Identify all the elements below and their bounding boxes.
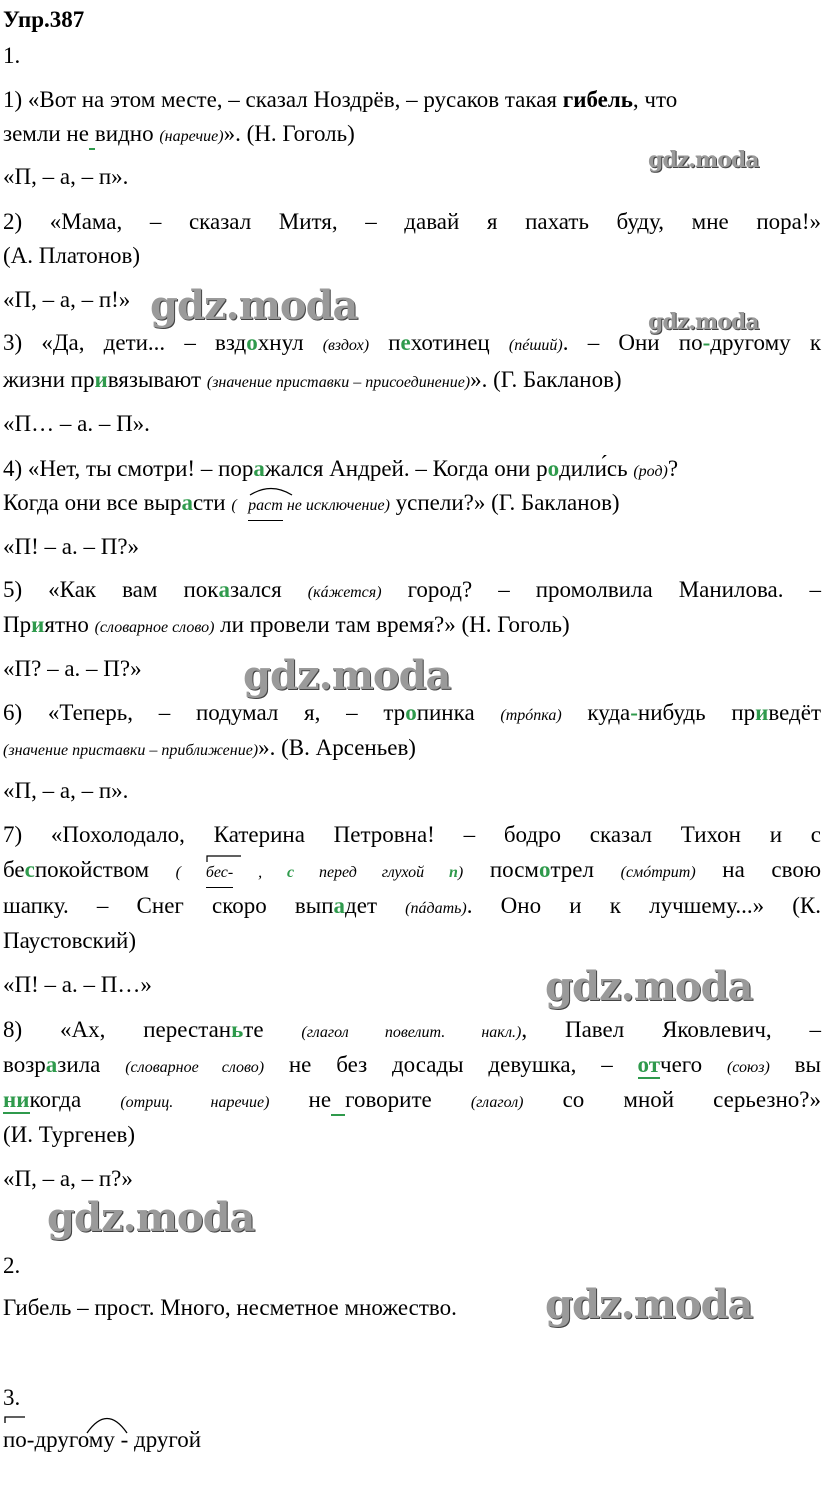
sentence-4-line-2 [3, 489, 620, 521]
sentence-2-line-2: (А. Платонов) [3, 243, 141, 268]
note-adverb: (наречие) [159, 128, 224, 145]
s4-note: (род) [633, 463, 668, 480]
prefix-mark [206, 859, 233, 888]
root-arc-icon [248, 486, 294, 496]
s3-vowel: о [246, 330, 258, 355]
s7-note: , [233, 864, 287, 881]
s7-note-letter: п [448, 864, 458, 881]
sentence-5-line-2 [3, 611, 570, 642]
s4-vowel: о [547, 456, 560, 481]
sentence-8-line-2 [3, 1051, 821, 1082]
watermark: gdz.moda [150, 282, 358, 329]
sentence-7-line-1: 7) «Похолодало, Катерина Петровна! – бодро сказал Тихон и с [3, 822, 821, 847]
s6-text: ». (В. Арсеньев) [258, 735, 416, 760]
s6-text: ведёт [768, 700, 821, 725]
s8-text: зила [57, 1052, 126, 1077]
sentence-1-text: 1) «Вот на этом месте, – сказал Ноздрёв, – русаков такая [3, 87, 563, 112]
prefix-bracket-icon [206, 855, 242, 863]
s6-text: куда [561, 700, 631, 725]
sentence-1-word-vidno: видно [94, 121, 154, 146]
morphemic-line [3, 1426, 201, 1454]
watermark: gdz.moda [47, 1194, 255, 1241]
scheme-2: «П, – а, – п!» [3, 287, 131, 312]
s7-text: шапку. – Снег скоро вып [3, 893, 334, 918]
s4-vowel: а [181, 490, 193, 515]
s8-note: (отриц. наречие) [120, 1094, 270, 1111]
s8-note: (глагол) [470, 1094, 524, 1111]
s5-vowel: и [31, 612, 45, 637]
s5-text: 5) «Как вам пок [3, 577, 219, 602]
s8-note: (глагол повелит. накл.) [301, 1024, 522, 1041]
s7-text: на свою [695, 857, 822, 882]
s7-text: бе [3, 857, 25, 882]
s8-text: 8) «Ах, перестан [3, 1017, 232, 1042]
scheme-1: «П, – а, – п». [3, 164, 129, 189]
scheme-7: «П! – а. – П…» [3, 972, 152, 997]
s3-note: (вздох) [322, 337, 370, 354]
definition-text: прост. Много, несметное множество. [94, 1295, 457, 1320]
s8-note: (словарное слово) [125, 1059, 265, 1076]
sentence-8-line-3 [3, 1086, 821, 1117]
s7-note: перед глухой [294, 864, 449, 881]
sentence-7-line-3 [3, 892, 821, 923]
s8-prefix-ni: ни [3, 1087, 30, 1112]
sentence-6-line-1 [3, 699, 821, 730]
s5-text: ятно [44, 612, 95, 637]
s4-text: дили́сь [559, 456, 634, 481]
s6-vowel: и [755, 700, 769, 725]
sentence-5-line-1 [3, 576, 821, 607]
s3-note: (значение приставки – присоединение) [206, 374, 471, 391]
s4-note: не исключение) [282, 497, 390, 514]
s7-note: ( [175, 864, 206, 881]
section-1-number: 1. [3, 43, 21, 68]
sentence-1-text-end: , что [632, 87, 678, 112]
morphemic-word [3, 1426, 115, 1454]
s6-note: (трóпка) [500, 707, 562, 724]
s3-text: вязывают [107, 367, 207, 392]
s4-text: жался Андрей. – Когда они р [264, 456, 548, 481]
s5-text: Пр [3, 612, 32, 637]
s4-text: сти [193, 490, 232, 515]
s6-text: пинка [416, 700, 501, 725]
s5-text: зался [229, 577, 308, 602]
sentence-8-line-1 [3, 1016, 821, 1047]
s3-text: 3) «Да, дети... – взд [3, 330, 247, 355]
sentence-7-line-4: Паустовский) [3, 928, 136, 953]
s8-text: не [269, 1087, 332, 1112]
watermark: gdz.moda [243, 652, 451, 699]
s8-text: со мной серьезно?» [523, 1087, 821, 1112]
s8-note: (союз) [726, 1059, 770, 1076]
s7-note-letter: с [286, 864, 295, 881]
watermark: gdz.moda [545, 963, 753, 1010]
morphemic-root-word: другой [134, 1427, 202, 1452]
definition-line [3, 1294, 457, 1322]
s7-note: (смóтрит) [620, 864, 696, 881]
s3-text: п [369, 330, 401, 355]
sentence-1-text-2: земли не [3, 121, 89, 146]
sentence-1-author: ». (Н. Гоголь) [223, 121, 355, 146]
s8-text: чего [660, 1052, 727, 1077]
s3-vowel: и [94, 367, 108, 392]
sentence-1-line-1 [3, 86, 677, 114]
s8-vowel: а [45, 1052, 58, 1077]
s7-consonant: с [24, 857, 35, 882]
sentence-2-line-1: 2) «Мама, – сказал Митя, – давай я пахать буду, мне пора!» [3, 209, 821, 234]
s4-text: ? [667, 456, 679, 481]
space-mark [331, 1086, 345, 1116]
sentence-1-line-2 [3, 120, 355, 151]
s5-vowel: а [218, 577, 230, 602]
s8-text: вы [769, 1052, 821, 1077]
s6-hyphen: - [630, 700, 638, 725]
s5-text: ли провели там время?» (Н. Гоголь) [214, 612, 570, 637]
scheme-6: «П, – а, – п». [3, 778, 129, 803]
s7-prefix: бес- [205, 864, 234, 881]
s3-text: . – Они по [562, 330, 703, 355]
sentence-8-line-4: (И. Тургенев) [3, 1122, 136, 1147]
watermark: gdz.moda [648, 309, 759, 335]
exercise-title: Упр.387 [3, 7, 85, 32]
s4-vowel: а [253, 456, 265, 481]
scheme-8: «П, – а, – п?» [3, 1166, 133, 1191]
s7-vowel: а [333, 893, 346, 918]
s7-text: посм [463, 857, 539, 882]
scheme-4: «П! – а. – П?» [3, 534, 140, 559]
s5-text: город? – промолвила Манилова. – [381, 577, 821, 602]
sentence-7-line-2 [3, 856, 821, 888]
s8-prefix-ot: от [637, 1052, 661, 1077]
sentence-3-line-2 [3, 366, 622, 397]
s7-vowel: о [538, 857, 551, 882]
s7-text: . Оно и к лучшему...» (К. [466, 893, 821, 918]
sentence-1-bold-word: гибель [562, 87, 633, 112]
watermark: gdz.moda [648, 147, 759, 173]
s8-text: когда [29, 1087, 121, 1112]
sentence-4-line-1 [3, 455, 678, 486]
sentence-6-line-2 [3, 734, 416, 765]
s4-note: ( [231, 497, 237, 514]
s4-root: раст [248, 497, 283, 514]
s7-note: ) [457, 864, 464, 881]
scheme-5: «П? – а. – П?» [3, 656, 142, 681]
definition-word: Гибель [3, 1295, 72, 1320]
s3-note: (пéший) [508, 337, 563, 354]
definition-dash: – [71, 1295, 95, 1320]
s4-text: успели?» (Г. Бакланов) [389, 490, 620, 515]
s3-text: ». (Г. Бакланов) [470, 367, 622, 392]
s7-text: дет [345, 893, 406, 918]
s8-text: возр [3, 1052, 46, 1077]
s3-text: другому к [710, 330, 821, 355]
morpheme-marks-icon [3, 1408, 135, 1436]
s8-soft-sign: ь [231, 1017, 244, 1042]
s8-text: не без досады девушка, – [264, 1052, 638, 1077]
root-mark [248, 492, 283, 521]
s4-text: 4) «Нет, ты смотри! – пор [3, 456, 254, 481]
s6-note: (значение приставки – приближение) [3, 742, 259, 759]
s3-vowel: е [400, 330, 411, 355]
s3-text: жизни пр [3, 367, 95, 392]
s3-text: хнул [257, 330, 323, 355]
s6-vowel: о [405, 700, 417, 725]
s7-text: трел [550, 857, 621, 882]
s8-text: , Павел Яковлевич, – [521, 1017, 821, 1042]
watermark: gdz.moda [545, 1281, 753, 1328]
s6-text: нибудь пр [637, 700, 756, 725]
s8-text: говорите [345, 1087, 471, 1112]
s8-text: те [243, 1017, 302, 1042]
s7-text: покойством [34, 857, 176, 882]
s5-note: (кáжется) [307, 584, 382, 601]
section-3-number: 3. [3, 1385, 21, 1410]
morphemic-word-text: по-другому [3, 1427, 115, 1452]
s6-text: 6) «Теперь, – подумал я, – тр [3, 700, 406, 725]
section-2-number: 2. [3, 1253, 21, 1278]
s5-note: (словарное слово) [94, 619, 215, 636]
morphemic-dash: - [114, 1427, 135, 1452]
s4-text: Когда они все выр [3, 490, 182, 515]
s3-text: хотинец [410, 330, 509, 355]
s7-note: (пáдать) [405, 900, 467, 917]
s3-hyphen: - [702, 330, 711, 355]
scheme-3: «П… – а. – П». [3, 411, 150, 436]
